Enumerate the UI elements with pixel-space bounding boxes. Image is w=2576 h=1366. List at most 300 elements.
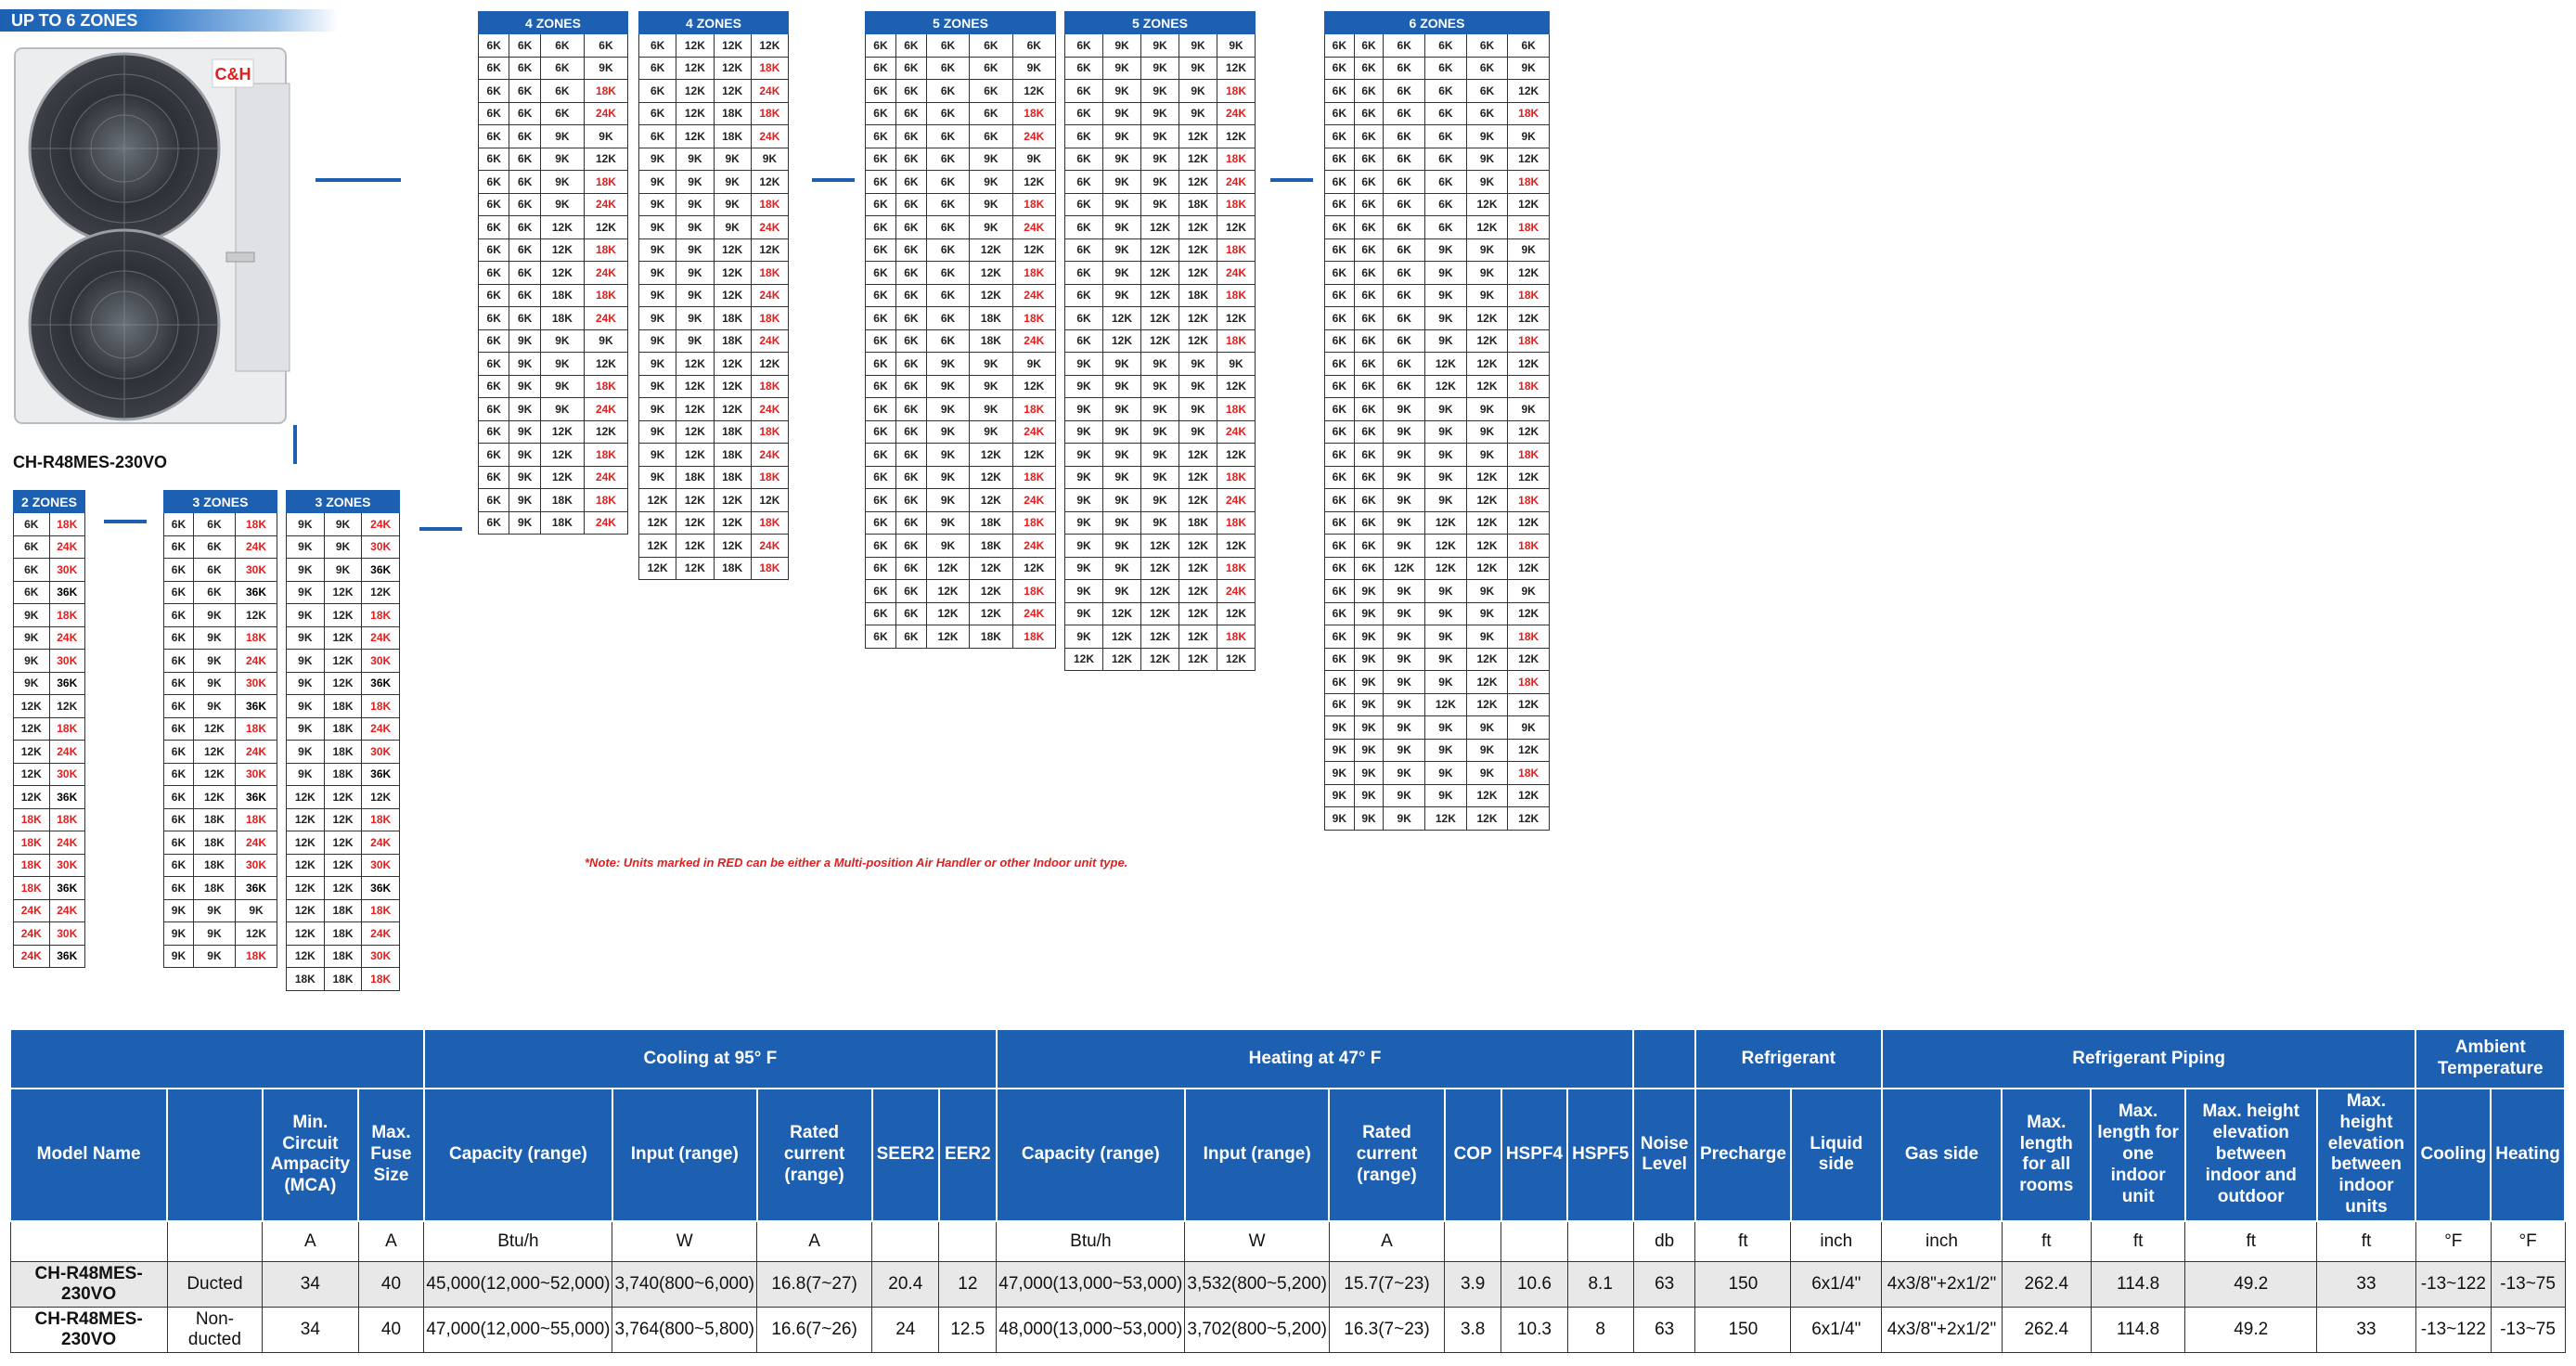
capacity-cell: 9K	[1141, 34, 1179, 58]
capacity-cell: 6K	[895, 511, 926, 535]
spec-cell: 24	[872, 1307, 939, 1352]
combination-row	[866, 125, 1056, 148]
capacity-cell: 18K	[1508, 762, 1550, 785]
capacity-cell: 12K	[1179, 307, 1217, 330]
capacity-cell: 12K	[1217, 648, 1256, 671]
spec-cell: 20.4	[872, 1261, 939, 1307]
capacity-cell: 12K	[714, 80, 751, 103]
combination-row	[866, 466, 1056, 489]
capacity-cell: 24K	[751, 125, 788, 148]
combination-row	[1325, 375, 1550, 398]
capacity-cell: 12K	[362, 581, 400, 604]
combination-row	[14, 695, 85, 718]
capacity-cell: 9K	[584, 125, 627, 148]
capacity-cell: 6K	[926, 329, 969, 353]
combination-row	[14, 763, 85, 786]
capacity-cell: 30K	[49, 763, 85, 786]
combination-row	[1325, 102, 1550, 125]
capacity-cell: 9K	[1354, 693, 1384, 716]
capacity-cell: 9K	[1141, 57, 1179, 80]
capacity-cell: 12K	[287, 922, 325, 946]
capacity-cell: 6K	[1325, 648, 1355, 671]
combination-row	[14, 922, 85, 946]
capacity-cell: 6K	[509, 57, 540, 80]
capacity-cell: 12K	[14, 786, 50, 809]
capacity-cell: 9K	[1466, 420, 1508, 444]
capacity-cell: 18K	[193, 877, 235, 900]
capacity-cell: 6K	[164, 831, 194, 855]
combination-row	[14, 535, 85, 559]
combination-row	[1325, 398, 1550, 421]
capacity-cell: 18K	[1217, 557, 1256, 580]
column-header: Max. Fuse Size	[358, 1089, 424, 1221]
spec-cell: 262.4	[2002, 1307, 2091, 1352]
capacity-cell: 6K	[1354, 420, 1384, 444]
capacity-cell: 6K	[895, 262, 926, 285]
capacity-cell: 6K	[1065, 262, 1103, 285]
capacity-cell: 18K	[14, 831, 50, 855]
capacity-cell: 24K	[49, 899, 85, 922]
capacity-cell: 12K	[970, 444, 1012, 467]
capacity-cell: 6K	[1354, 284, 1384, 307]
combination-row	[866, 580, 1056, 603]
capacity-cell: 9K	[584, 57, 627, 80]
combination-row	[14, 513, 85, 536]
capacity-cell: 6K	[479, 238, 509, 262]
unit-cell	[167, 1221, 262, 1262]
capacity-cell: 9K	[1217, 353, 1256, 376]
capacity-cell: 9K	[1179, 375, 1217, 398]
capacity-cell: 12K	[1466, 466, 1508, 489]
capacity-cell: 6K	[1065, 329, 1103, 353]
capacity-cell: 12K	[1141, 216, 1179, 239]
combination-row	[866, 557, 1056, 580]
capacity-cell: 6K	[1325, 444, 1355, 467]
capacity-cell: 12K	[639, 511, 676, 535]
capacity-cell: 6K	[584, 34, 627, 58]
capacity-cell: 12K	[324, 854, 362, 877]
capacity-cell: 6K	[1354, 216, 1384, 239]
combination-row	[639, 125, 789, 148]
capacity-cell: 9K	[509, 353, 540, 376]
combination-row	[866, 238, 1056, 262]
capacity-cell: 6K	[164, 854, 194, 877]
zones-table-title: 6 ZONES	[1325, 12, 1550, 34]
capacity-cell: 18K	[1217, 238, 1256, 262]
capacity-cell: 12K	[1103, 602, 1141, 625]
spec-cell: -13~122	[2415, 1261, 2491, 1307]
capacity-cell: 12K	[676, 375, 714, 398]
combination-row	[1065, 557, 1256, 580]
unit-cell: db	[1633, 1221, 1695, 1262]
capacity-cell: 6K	[895, 602, 926, 625]
combination-row	[164, 559, 277, 582]
capacity-cell: 6K	[1325, 307, 1355, 330]
capacity-cell: 12K	[714, 535, 751, 558]
capacity-cell: 12K	[751, 489, 788, 512]
spec-cell: 3,740(800~6,000)	[612, 1261, 757, 1307]
column-header: Capacity (range)	[424, 1089, 612, 1221]
capacity-cell: 18K	[714, 444, 751, 467]
capacity-cell: 18K	[1179, 511, 1217, 535]
capacity-cell: 12K	[1012, 557, 1055, 580]
capacity-cell: 12K	[970, 580, 1012, 603]
capacity-cell: 9K	[1325, 739, 1355, 762]
capacity-cell: 9K	[1354, 784, 1384, 807]
capacity-cell: 9K	[676, 171, 714, 194]
capacity-cell: 9K	[1425, 284, 1467, 307]
capacity-cell: 30K	[235, 763, 277, 786]
capacity-cell: 12K	[324, 604, 362, 627]
capacity-cell: 9K	[1065, 535, 1103, 558]
capacity-cell: 24K	[584, 102, 627, 125]
combination-row	[287, 741, 400, 764]
combination-row	[164, 741, 277, 764]
capacity-cell: 6K	[895, 535, 926, 558]
capacity-cell: 9K	[1141, 444, 1179, 467]
capacity-cell: 24K	[1012, 125, 1055, 148]
combination-row	[479, 375, 628, 398]
capacity-cell: 6K	[639, 102, 676, 125]
capacity-cell: 6K	[1325, 625, 1355, 649]
capacity-cell: 18K	[1012, 466, 1055, 489]
capacity-cell: 12K	[1508, 511, 1550, 535]
combination-row	[287, 581, 400, 604]
capacity-cell: 9K	[970, 353, 1012, 376]
column-header: Model Name	[10, 1089, 167, 1221]
combination-row	[1065, 420, 1256, 444]
capacity-cell: 6K	[1065, 171, 1103, 194]
combination-row	[479, 102, 628, 125]
capacity-cell: 12K	[1141, 284, 1179, 307]
capacity-cell: 12K	[324, 877, 362, 900]
combination-row	[1325, 148, 1550, 171]
column-header: Capacity (range)	[997, 1089, 1185, 1221]
capacity-cell: 6K	[164, 535, 194, 559]
capacity-cell: 6K	[1065, 34, 1103, 58]
combination-row	[1325, 262, 1550, 285]
capacity-cell: 9K	[1466, 171, 1508, 194]
capacity-cell: 6K	[1354, 329, 1384, 353]
capacity-cell: 6K	[479, 307, 509, 330]
capacity-cell: 12K	[324, 626, 362, 650]
capacity-cell: 12K	[1217, 125, 1256, 148]
combination-row	[1325, 648, 1550, 671]
combination-row	[479, 262, 628, 285]
capacity-cell: 6K	[1354, 34, 1384, 58]
capacity-cell: 9K	[193, 672, 235, 695]
capacity-cell: 18K	[1012, 580, 1055, 603]
capacity-cell: 18K	[1508, 171, 1550, 194]
capacity-cell: 24K	[49, 535, 85, 559]
capacity-cell: 9K	[540, 398, 584, 421]
capacity-cell: 6K	[926, 238, 969, 262]
spec-cell: 3,764(800~5,800)	[612, 1307, 757, 1352]
capacity-cell: 9K	[1384, 489, 1425, 512]
combination-row	[14, 786, 85, 809]
capacity-cell: 6K	[479, 466, 509, 489]
unit-cell: A	[1329, 1221, 1444, 1262]
capacity-cell: 6K	[1325, 511, 1355, 535]
combination-row	[164, 513, 277, 536]
capacity-cell: 12K	[1425, 375, 1467, 398]
capacity-cell: 9K	[1141, 511, 1179, 535]
capacity-cell: 9K	[1103, 489, 1141, 512]
capacity-cell: 12K	[676, 511, 714, 535]
capacity-cell: 12K	[1179, 625, 1217, 649]
column-header: Max. length for one indoor unit	[2091, 1089, 2185, 1221]
capacity-cell: 12K	[1508, 807, 1550, 831]
capacity-cell: 6K	[14, 581, 50, 604]
capacity-cell: 18K	[970, 329, 1012, 353]
capacity-cell: 6K	[1325, 329, 1355, 353]
combination-row	[866, 284, 1056, 307]
capacity-cell: 9K	[1325, 807, 1355, 831]
capacity-cell: 12K	[1217, 444, 1256, 467]
capacity-cell: 18K	[193, 808, 235, 831]
capacity-cell: 9K	[1508, 125, 1550, 148]
capacity-cell: 36K	[362, 877, 400, 900]
capacity-cell: 12K	[1466, 693, 1508, 716]
combination-row	[639, 420, 789, 444]
combination-row	[287, 945, 400, 968]
capacity-cell: 6K	[1065, 307, 1103, 330]
combination-row	[1065, 80, 1256, 103]
capacity-cell: 6K	[193, 581, 235, 604]
capacity-cell: 9K	[1141, 420, 1179, 444]
capacity-cell: 12K	[1466, 375, 1508, 398]
capacity-cell: 9K	[1425, 398, 1467, 421]
zones-table-2	[13, 490, 85, 968]
combination-row	[479, 57, 628, 80]
unit-cell: inch	[1791, 1221, 1882, 1262]
capacity-cell: 6K	[164, 626, 194, 650]
capacity-cell: 6K	[1065, 57, 1103, 80]
capacity-cell: 9K	[540, 125, 584, 148]
capacity-cell: 6K	[895, 125, 926, 148]
combination-row	[1325, 307, 1550, 330]
capacity-cell: 12K	[1508, 784, 1550, 807]
capacity-cell: 9K	[1217, 34, 1256, 58]
capacity-cell: 24K	[1217, 580, 1256, 603]
capacity-cell: 9K	[970, 216, 1012, 239]
capacity-cell: 6K	[895, 580, 926, 603]
capacity-cell: 9K	[1425, 307, 1467, 330]
capacity-cell: 9K	[287, 559, 325, 582]
capacity-cell: 12K	[1141, 625, 1179, 649]
capacity-cell: 9K	[970, 148, 1012, 171]
capacity-cell: 9K	[639, 444, 676, 467]
capacity-cell: 6K	[509, 148, 540, 171]
capacity-cell: 9K	[1103, 444, 1141, 467]
combination-row	[479, 216, 628, 239]
spec-cell: 6x1/4"	[1791, 1261, 1882, 1307]
capacity-cell: 12K	[926, 602, 969, 625]
unit-cell: inch	[1882, 1221, 2003, 1262]
combination-row	[1325, 602, 1550, 625]
capacity-cell: 12K	[926, 557, 969, 580]
capacity-cell: 6K	[866, 625, 896, 649]
capacity-cell: 6K	[866, 307, 896, 330]
capacity-cell: 12K	[584, 216, 627, 239]
capacity-cell: 6K	[1325, 602, 1355, 625]
capacity-cell: 9K	[1354, 648, 1384, 671]
spec-cell: 48,000(13,000~53,000)	[997, 1307, 1185, 1352]
capacity-cell: 9K	[287, 581, 325, 604]
combination-row	[164, 854, 277, 877]
capacity-cell: 6K	[540, 80, 584, 103]
capacity-cell: 24K	[49, 741, 85, 764]
capacity-cell: 6K	[509, 102, 540, 125]
spec-cell: 6x1/4"	[1791, 1307, 1882, 1352]
combination-row	[639, 238, 789, 262]
capacity-cell: 18K	[970, 535, 1012, 558]
capacity-cell: 30K	[362, 741, 400, 764]
capacity-cell: 18K	[1508, 444, 1550, 467]
capacity-cell: 6K	[1325, 489, 1355, 512]
capacity-cell: 18K	[1217, 148, 1256, 171]
capacity-cell: 18K	[1217, 80, 1256, 103]
spec-cell: 114.8	[2091, 1307, 2185, 1352]
capacity-cell: 6K	[14, 513, 50, 536]
capacity-cell: 18K	[49, 513, 85, 536]
capacity-cell: 6K	[1065, 148, 1103, 171]
capacity-cell: 12K	[1103, 648, 1141, 671]
capacity-cell: 6K	[1325, 171, 1355, 194]
capacity-cell: 6K	[1354, 80, 1384, 103]
combination-row	[164, 535, 277, 559]
capacity-cell: 6K	[14, 559, 50, 582]
capacity-cell: 9K	[1141, 375, 1179, 398]
spec-cell: 33	[2317, 1307, 2416, 1352]
capacity-cell: 6K	[1425, 34, 1467, 58]
capacity-cell: 18K	[14, 877, 50, 900]
capacity-cell: 12K	[235, 922, 277, 946]
combination-row	[1065, 489, 1256, 512]
capacity-cell: 6K	[926, 284, 969, 307]
combination-row	[1065, 307, 1256, 330]
capacity-cell: 6K	[1384, 171, 1425, 194]
capacity-cell: 18K	[584, 238, 627, 262]
combination-row	[1065, 353, 1256, 376]
spec-cell: -13~75	[2491, 1307, 2565, 1352]
capacity-cell: 18K	[584, 375, 627, 398]
combination-row	[1065, 511, 1256, 535]
unit-cell: ft	[2185, 1221, 2317, 1262]
column-header: Max. length for all rooms	[2002, 1089, 2091, 1221]
capacity-cell: 6K	[895, 444, 926, 467]
capacity-cell: 36K	[362, 559, 400, 582]
capacity-cell: 6K	[1425, 125, 1467, 148]
capacity-cell: 9K	[676, 329, 714, 353]
capacity-cell: 12K	[1466, 307, 1508, 330]
capacity-cell: 12K	[639, 557, 676, 580]
capacity-cell: 9K	[639, 353, 676, 376]
combination-row	[1325, 580, 1550, 603]
capacity-cell: 18K	[751, 511, 788, 535]
connector-line	[316, 178, 401, 182]
capacity-cell: 6K	[479, 34, 509, 58]
capacity-cell: 6K	[639, 125, 676, 148]
column-header: Max. height elevation between indoor and outdoor	[2185, 1089, 2317, 1221]
connector-line	[293, 425, 297, 464]
capacity-cell: 12K	[1012, 171, 1055, 194]
capacity-cell: 6K	[1065, 216, 1103, 239]
capacity-cell: 24K	[235, 741, 277, 764]
capacity-cell: 18K	[287, 968, 325, 991]
combination-row	[164, 922, 277, 946]
capacity-cell: 12K	[1217, 375, 1256, 398]
capacity-cell: 6K	[479, 262, 509, 285]
capacity-cell: 18K	[751, 193, 788, 216]
combination-row	[1325, 125, 1550, 148]
capacity-cell: 6K	[479, 329, 509, 353]
capacity-cell: 12K	[1466, 784, 1508, 807]
capacity-cell: 9K	[1425, 648, 1467, 671]
spec-cell: 33	[2317, 1261, 2416, 1307]
capacity-cell: 12K	[1179, 580, 1217, 603]
capacity-cell: 6K	[164, 581, 194, 604]
capacity-cell: 9K	[1103, 80, 1141, 103]
capacity-cell: 12K	[14, 763, 50, 786]
capacity-cell: 12K	[751, 238, 788, 262]
unit-cell	[872, 1221, 939, 1262]
capacity-cell: 9K	[714, 171, 751, 194]
capacity-cell: 12K	[1141, 602, 1179, 625]
capacity-cell: 9K	[1354, 716, 1384, 740]
capacity-cell: 6K	[970, 125, 1012, 148]
capacity-cell: 18K	[324, 922, 362, 946]
combination-row	[164, 945, 277, 968]
capacity-cell: 6K	[164, 513, 194, 536]
capacity-cell: 12K	[324, 650, 362, 673]
capacity-cell: 12K	[193, 741, 235, 764]
capacity-cell: 12K	[287, 808, 325, 831]
capacity-cell: 6K	[1354, 193, 1384, 216]
capacity-cell: 9K	[164, 899, 194, 922]
capacity-cell: 12K	[324, 581, 362, 604]
unit-cell: °F	[2415, 1221, 2491, 1262]
capacity-cell: 6K	[1325, 693, 1355, 716]
spec-cell: 34	[263, 1261, 358, 1307]
capacity-cell: 6K	[1065, 238, 1103, 262]
capacity-cell: 18K	[1012, 262, 1055, 285]
capacity-cell: 9K	[1466, 739, 1508, 762]
capacity-cell: 12K	[540, 262, 584, 285]
capacity-cell: 9K	[1179, 398, 1217, 421]
capacity-cell: 12K	[14, 695, 50, 718]
capacity-cell: 12K	[1141, 535, 1179, 558]
capacity-cell: 9K	[509, 375, 540, 398]
capacity-cell: 6K	[509, 80, 540, 103]
capacity-cell: 12K	[1466, 648, 1508, 671]
combination-row	[866, 625, 1056, 649]
capacity-cell: 24K	[751, 398, 788, 421]
capacity-cell: 12K	[1508, 262, 1550, 285]
capacity-cell: 6K	[1384, 353, 1425, 376]
capacity-cell: 9K	[1354, 671, 1384, 694]
capacity-cell: 6K	[164, 650, 194, 673]
unit-cell: A	[263, 1221, 358, 1262]
capacity-cell: 12K	[1508, 602, 1550, 625]
capacity-cell: 12K	[287, 854, 325, 877]
combination-row	[479, 148, 628, 171]
capacity-cell: 6K	[1384, 193, 1425, 216]
capacity-cell: 9K	[1103, 466, 1141, 489]
combination-row	[287, 854, 400, 877]
capacity-cell: 9K	[1354, 625, 1384, 649]
capacity-cell: 12K	[193, 717, 235, 741]
